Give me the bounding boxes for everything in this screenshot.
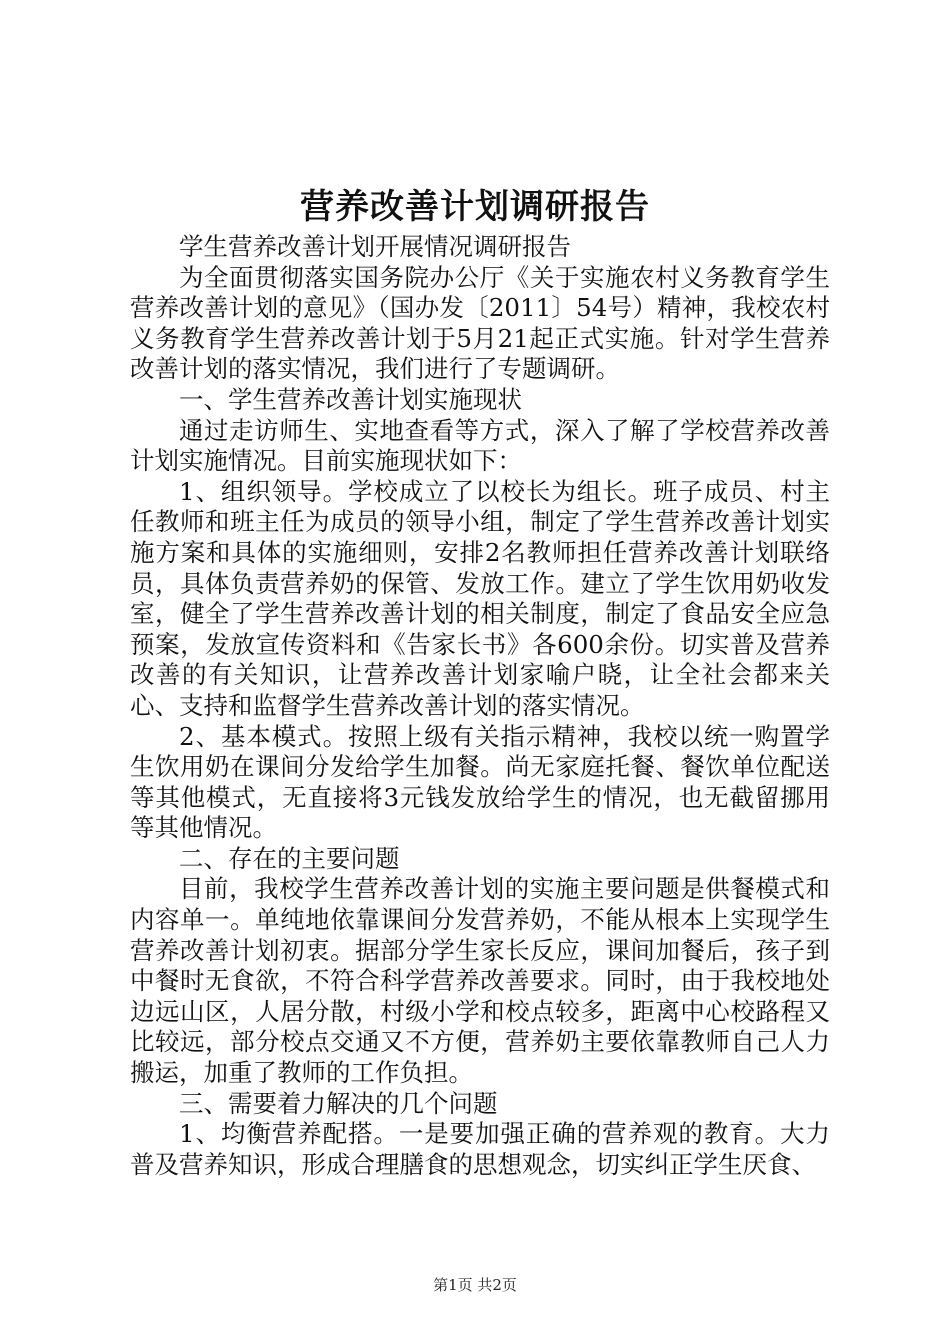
intro-paragraph: 为全面贯彻落实国务院办公厅《关于实施农村义务教育学生营养改善计划的意见》（国办发〔2011〕54号）精神，我校农村义务教育学生营养改善计划于5月21起正式实施。针对学生营养改善计划的落实情况，我们进行了专题调研。	[130, 262, 830, 384]
subtitle-paragraph: 学生营养改善计划开展情况调研报告	[179, 232, 571, 261]
page-footer: 第1页 共2页	[433, 1276, 517, 1294]
body-paragraph: 目前，我校学生营养改善计划的实施主要问题是供餐模式和内容单一。单纯地依靠课间分发营养奶，不能从根本上实现学生营养改善计划初衷。据部分学生家长反应，课间加餐后，孩子到中餐时无食欲，不符合科学营养改善要求。同时，由于我校地处边远山区，人居分散，村级小学和校点较多，距离中心校路程又比较远，部分校点交通又不方便，营养奶主要依靠教师自己人力搬运，加重了教师的工作负担。	[130, 874, 830, 1088]
body-paragraph: 1、均衡营养配搭。一是要加强正确的营养观的教育。大力普及营养知识，形成合理膳食的思想观念，切实纠正学生厌食、	[130, 1119, 830, 1179]
body-paragraph: 2、基本模式。按照上级有关指示精神，我校以统一购置学生饮用奶在课间分发给学生加餐。尚无家庭托餐、餐饮单位配送等其他模式，无直接将3元钱发放给学生的情况，也无截留挪用等其他情况。	[130, 721, 830, 843]
document-title: 营养改善计划调研报告	[300, 187, 650, 227]
body-paragraph: 1、组织领导。学校成立了以校长为组长。班子成员、村主任教师和班主任为成员的领导小组，制定了学生营养改善计划实施方案和具体的实施细则，安排2名教师担任营养改善计划联络员，具体负责营养奶的保管、发放工作。建立了学生饮用奶收发室，健全了学生营养改善计划的相关制度，制定了食品安全应急预案，发放宣传资料和《告家长书》各600余份。切实普及营养改善的有关知识，让营养改善计划家喻户晓，让全社会都来关心、支持和监督学生营养改善计划的落实情况。	[130, 476, 830, 720]
body-paragraph: 通过走访师生、实地查看等方式，深入了解了学校营养改善计划实施情况。目前实施现状如下：	[130, 415, 830, 476]
document-body	[130, 232, 830, 1180]
section-heading-1: 一、学生营养改善计划实施现状	[179, 384, 522, 414]
section-heading-2: 二、存在的主要问题	[179, 843, 400, 873]
section-heading-3: 三、需要着力解决的几个问题	[179, 1088, 498, 1118]
